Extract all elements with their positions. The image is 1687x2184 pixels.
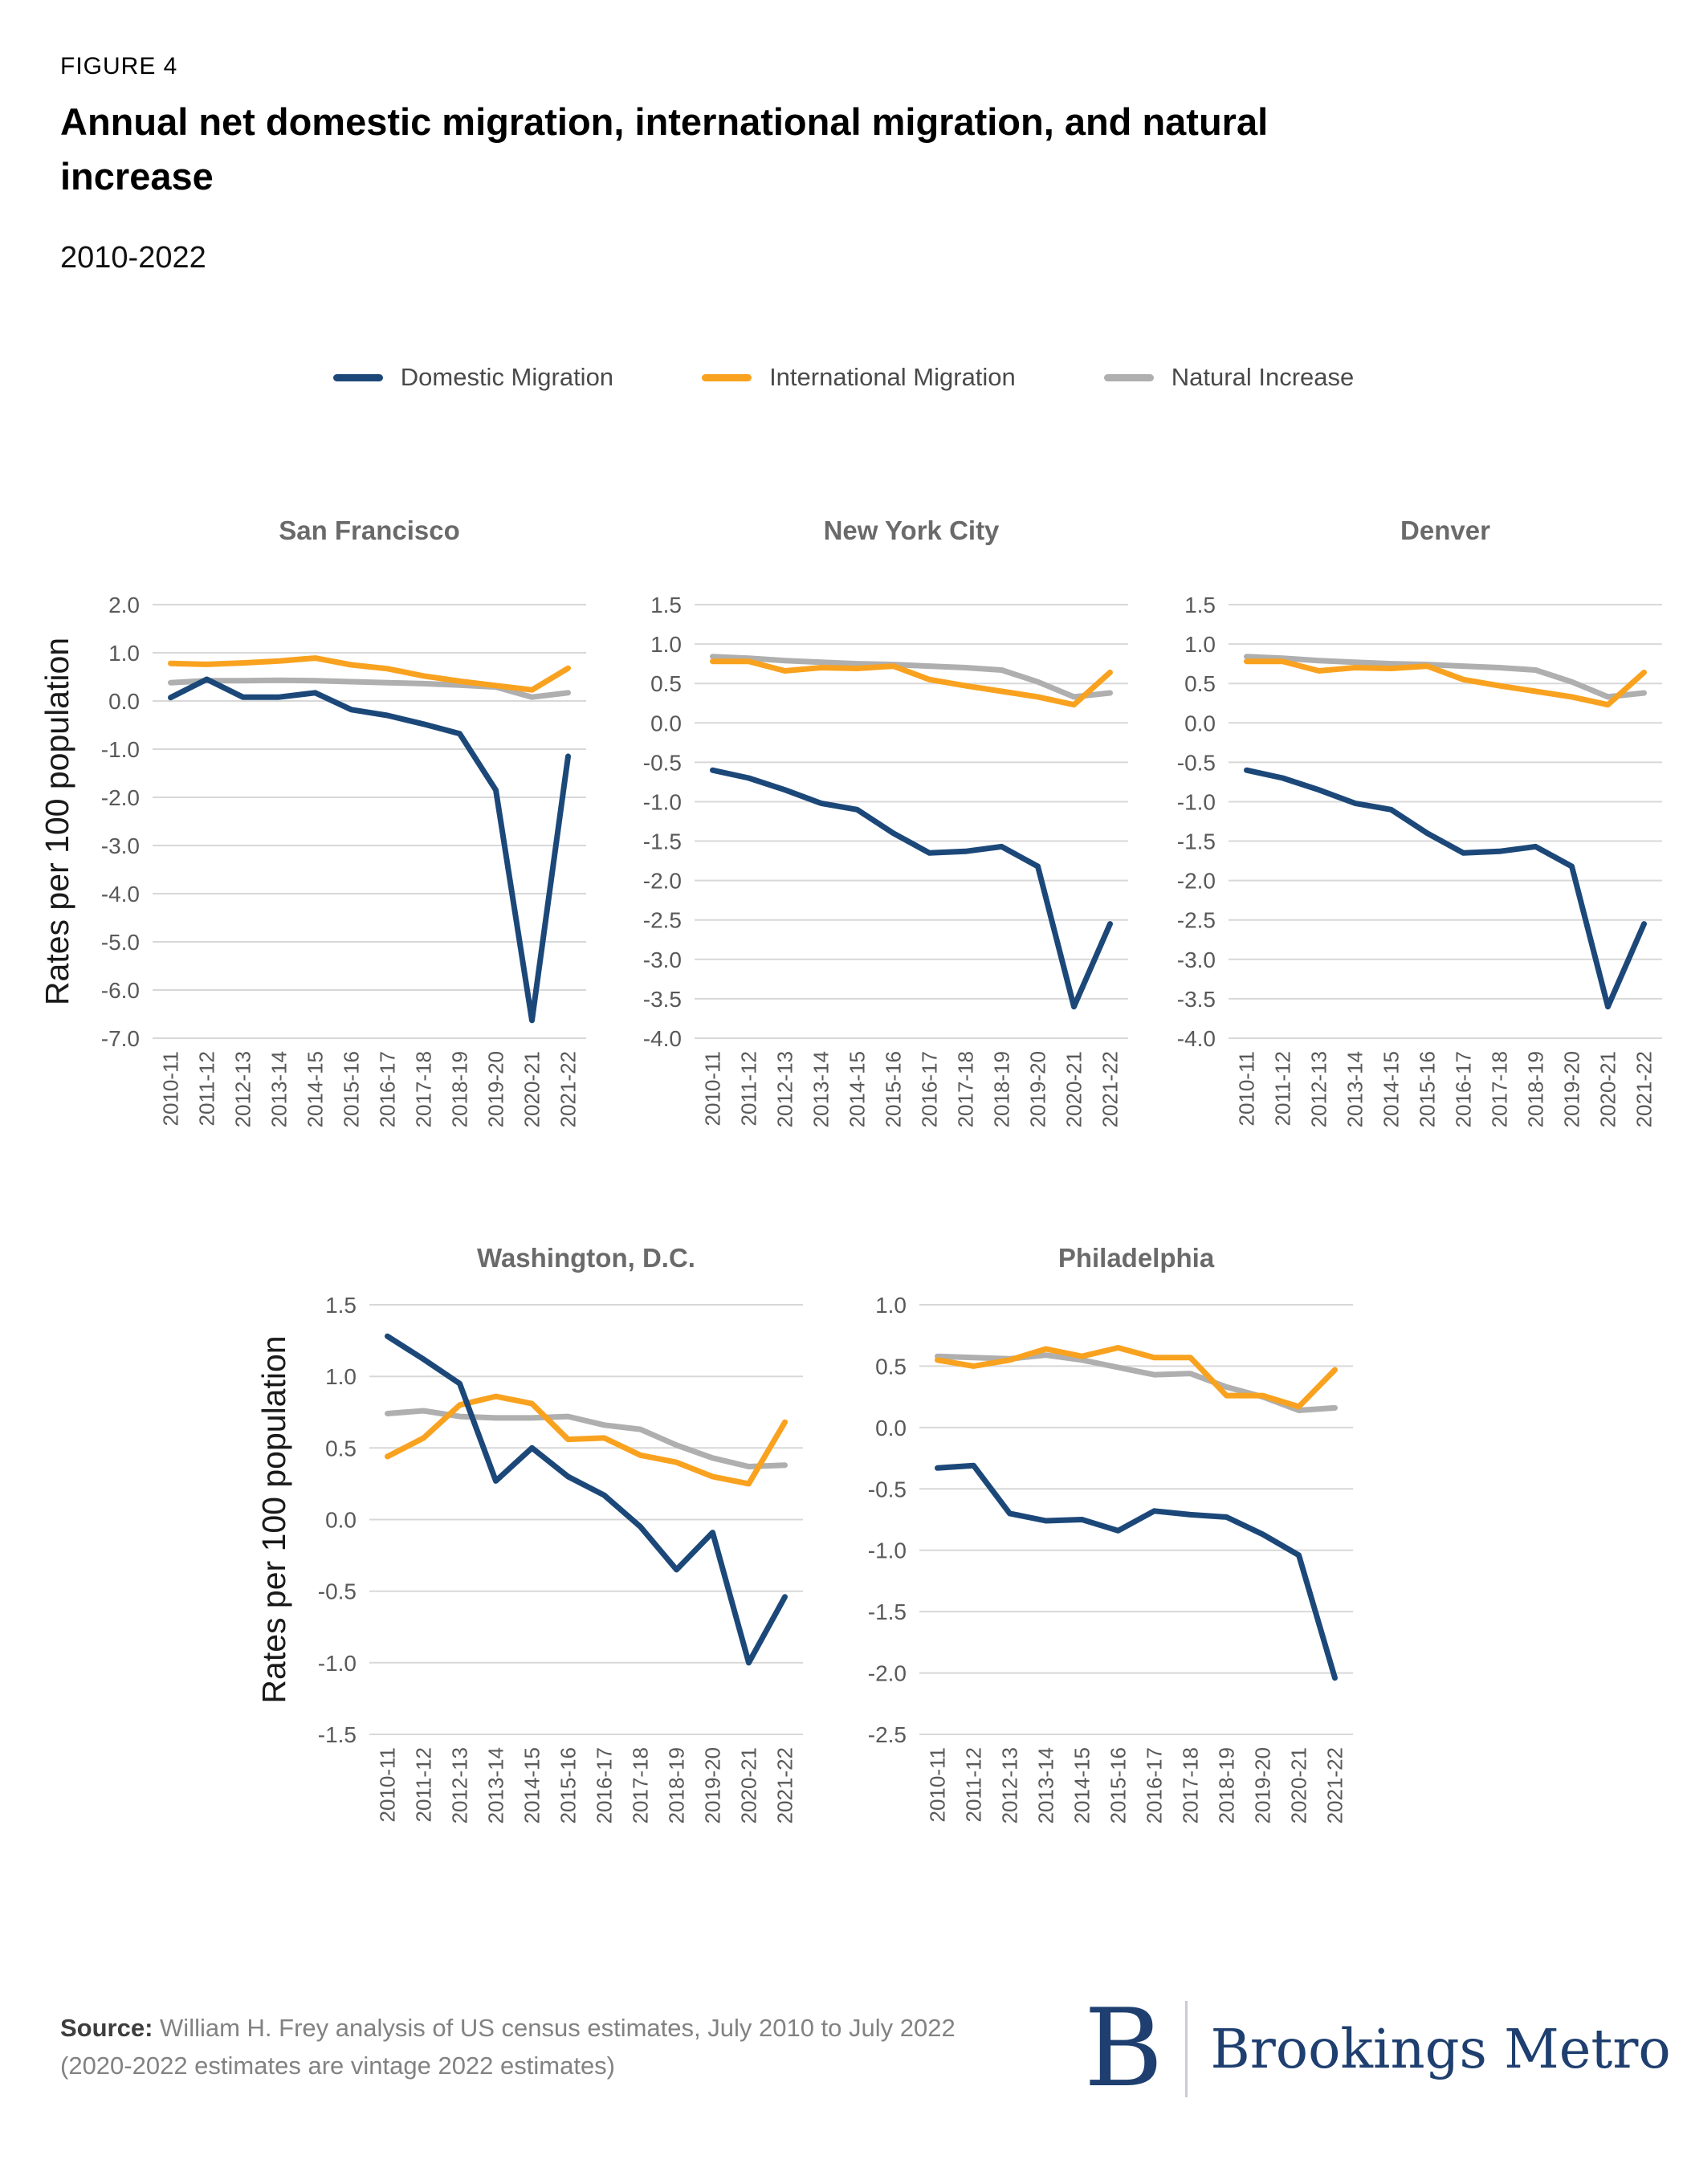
y-tick-label: 2.0 xyxy=(108,593,140,617)
x-tick-label: 2014-15 xyxy=(845,1051,870,1128)
x-tick-label: 2011-12 xyxy=(1270,1051,1295,1127)
figure-label: FIGURE 4 xyxy=(60,53,178,79)
x-tick-label: 2010-11 xyxy=(700,1051,725,1127)
y-tick-label: -1.5 xyxy=(867,1599,907,1625)
x-tick-label: 2021-22 xyxy=(1632,1051,1656,1128)
x-tick-label: 2017-18 xyxy=(953,1051,978,1128)
x-tick-label: 2015-16 xyxy=(881,1051,906,1128)
x-tick-label: 2013-14 xyxy=(1343,1051,1367,1128)
x-tick-label: 2015-16 xyxy=(1415,1051,1440,1128)
x-tick-label: 2017-18 xyxy=(1487,1051,1512,1128)
x-tick-label: 2017-18 xyxy=(1178,1747,1203,1824)
series-line-domestic-migration xyxy=(713,770,1110,1006)
legend-label: International Migration xyxy=(769,363,1016,391)
y-tick-label: -3.5 xyxy=(1176,986,1216,1012)
y-tick-label: 0.5 xyxy=(875,1354,907,1379)
y-tick-label: -3.0 xyxy=(1176,947,1216,972)
chart-san-francisco xyxy=(28,494,598,1200)
domestic-migration-swatch-icon xyxy=(333,374,383,381)
x-tick-label: 2020-21 xyxy=(1595,1051,1620,1128)
series-line-domestic-migration xyxy=(388,1336,785,1663)
y-tick-label: -1.0 xyxy=(867,1538,907,1563)
series-line-international-migration xyxy=(171,658,568,691)
y-tick-label: 1.0 xyxy=(108,641,140,666)
x-tick-label: 2018-19 xyxy=(989,1051,1014,1128)
series-line-natural-increase xyxy=(713,657,1110,697)
y-tick-label: 1.5 xyxy=(325,1293,357,1318)
x-tick-label: 2010-11 xyxy=(925,1747,950,1823)
y-tick-label: 0.0 xyxy=(108,689,140,714)
chart-washington-dc xyxy=(245,1208,815,1915)
x-tick-label: 2013-14 xyxy=(483,1747,508,1824)
y-tick-label: -1.0 xyxy=(317,1650,357,1676)
x-tick-label: 2011-12 xyxy=(961,1747,986,1823)
brookings-metro-logo xyxy=(1084,1986,1671,2111)
y-tick-label: -0.5 xyxy=(867,1477,907,1502)
x-tick-label: 2010-11 xyxy=(375,1747,400,1823)
chart-new-york-city xyxy=(570,494,1140,1200)
y-tick-label: -2.0 xyxy=(100,785,140,810)
x-tick-label: 2017-18 xyxy=(628,1747,653,1824)
x-tick-label: 2015-16 xyxy=(339,1051,364,1128)
x-tick-label: 2021-22 xyxy=(1322,1747,1347,1824)
y-axis-title: Rates per 100 population xyxy=(255,1335,292,1704)
legend-item-natural-increase xyxy=(1104,363,1354,392)
x-tick-label: 2016-17 xyxy=(1451,1051,1476,1128)
x-tick-label: 2018-19 xyxy=(664,1747,689,1824)
x-tick-label: 2013-14 xyxy=(1033,1747,1058,1824)
chart-philadelphia xyxy=(795,1208,1365,1915)
y-tick-label: 0.0 xyxy=(875,1415,907,1440)
x-tick-label: 2014-15 xyxy=(520,1747,544,1824)
y-tick-label: 1.0 xyxy=(650,632,682,658)
y-tick-label: -4.0 xyxy=(642,1026,682,1051)
x-tick-label: 2012-13 xyxy=(1306,1051,1331,1128)
legend-label: Natural Increase xyxy=(1171,363,1355,391)
y-tick-label: -4.0 xyxy=(100,882,140,907)
chart-denver xyxy=(1104,494,1674,1200)
x-tick-label: 2021-22 xyxy=(556,1051,581,1128)
series-line-natural-increase xyxy=(1247,657,1644,697)
y-tick-label: -2.5 xyxy=(642,907,682,933)
x-tick-label: 2020-21 xyxy=(520,1051,544,1128)
x-tick-label: 2021-22 xyxy=(772,1747,797,1824)
logo-text: Brookings Metro xyxy=(1210,2017,1671,2080)
chart-title: Washington, D.C. xyxy=(477,1243,695,1273)
x-tick-label: 2012-13 xyxy=(997,1747,1022,1824)
y-axis-title: Rates per 100 population xyxy=(39,637,75,1006)
series-line-domestic-migration xyxy=(171,679,568,1021)
series-line-domestic-migration xyxy=(1247,770,1644,1006)
x-tick-label: 2020-21 xyxy=(1062,1051,1086,1128)
legend-item-international-migration xyxy=(702,363,1016,392)
x-tick-label: 2011-12 xyxy=(736,1051,761,1127)
x-tick-label: 2019-20 xyxy=(1250,1747,1275,1824)
x-tick-label: 2017-18 xyxy=(411,1051,436,1128)
x-tick-label: 2013-14 xyxy=(809,1051,833,1128)
x-tick-label: 2020-21 xyxy=(736,1747,761,1824)
y-tick-label: -0.5 xyxy=(317,1579,357,1604)
x-tick-label: 2012-13 xyxy=(772,1051,797,1128)
y-tick-label: 1.0 xyxy=(1184,632,1216,658)
y-tick-label: -1.5 xyxy=(642,829,682,854)
x-tick-label: 2016-17 xyxy=(592,1747,617,1824)
legend-label: Domestic Migration xyxy=(400,363,614,391)
x-tick-label: 2012-13 xyxy=(230,1051,255,1128)
y-tick-label: -1.0 xyxy=(1176,789,1216,815)
chart-title: New York City xyxy=(823,515,1000,545)
y-tick-label: -3.0 xyxy=(100,833,140,858)
x-tick-label: 2010-11 xyxy=(158,1051,183,1127)
y-tick-label: 1.0 xyxy=(325,1364,357,1390)
legend-item-domestic-migration xyxy=(333,363,613,392)
x-tick-label: 2018-19 xyxy=(447,1051,472,1128)
y-tick-label: -6.0 xyxy=(100,978,140,1003)
y-tick-label: -3.5 xyxy=(642,986,682,1012)
x-tick-label: 2016-17 xyxy=(1142,1747,1167,1824)
y-tick-label: -3.0 xyxy=(642,947,682,972)
y-tick-label: -1.0 xyxy=(642,789,682,815)
y-tick-label: -0.5 xyxy=(1176,750,1216,776)
source-note xyxy=(60,2009,992,2084)
x-tick-label: 2016-17 xyxy=(375,1051,400,1128)
y-tick-label: -0.5 xyxy=(642,750,682,776)
y-tick-label: -1.5 xyxy=(317,1722,357,1747)
natural-increase-swatch-icon xyxy=(1104,374,1154,381)
x-tick-label: 2014-15 xyxy=(1070,1747,1094,1824)
x-tick-label: 2018-19 xyxy=(1523,1051,1548,1128)
y-tick-label: 1.5 xyxy=(1184,593,1216,617)
source-label: Source: xyxy=(60,2014,153,2042)
y-tick-label: 1.0 xyxy=(875,1293,907,1318)
x-tick-label: 2019-20 xyxy=(700,1747,725,1824)
y-tick-label: -2.5 xyxy=(867,1722,907,1747)
y-tick-label: -2.5 xyxy=(1176,907,1216,933)
series-line-domestic-migration xyxy=(938,1465,1335,1678)
y-tick-label: 0.0 xyxy=(1184,711,1216,736)
x-tick-label: 2011-12 xyxy=(411,1747,436,1823)
legend xyxy=(0,363,1687,392)
x-tick-label: 2019-20 xyxy=(1025,1051,1050,1128)
x-tick-label: 2019-20 xyxy=(483,1051,508,1128)
source-text: William H. Frey analysis of US census estimates, July 2010 to July 2022 (2020-2022 estimates are vintage 2022 estimates) xyxy=(60,2014,956,2080)
x-tick-label: 2019-20 xyxy=(1559,1051,1584,1128)
logo-divider xyxy=(1185,2001,1188,2097)
x-tick-label: 2015-16 xyxy=(556,1747,581,1824)
y-tick-label: -4.0 xyxy=(1176,1026,1216,1051)
y-tick-label: 1.5 xyxy=(650,593,682,617)
brookings-b-icon: B xyxy=(1084,1986,1163,2111)
x-tick-label: 2014-15 xyxy=(303,1051,328,1128)
y-tick-label: 0.5 xyxy=(325,1436,357,1461)
y-tick-label: 0.0 xyxy=(650,711,682,736)
y-tick-label: 0.5 xyxy=(650,671,682,697)
series-line-international-migration xyxy=(388,1396,785,1484)
page-subtitle: 2010-2022 xyxy=(60,241,206,275)
chart-title: Denver xyxy=(1400,515,1490,545)
y-tick-label: 0.0 xyxy=(325,1507,357,1533)
x-tick-label: 2015-16 xyxy=(1106,1747,1131,1824)
y-tick-label: -1.5 xyxy=(1176,829,1216,854)
x-tick-label: 2013-14 xyxy=(267,1051,291,1128)
y-tick-label: -2.0 xyxy=(1176,868,1216,894)
y-tick-label: 0.5 xyxy=(1184,671,1216,697)
chart-title: Philadelphia xyxy=(1057,1243,1215,1273)
y-tick-label: -5.0 xyxy=(100,930,140,955)
y-tick-label: -2.0 xyxy=(867,1660,907,1686)
chart-title: San Francisco xyxy=(279,515,460,545)
international-migration-swatch-icon xyxy=(702,374,752,381)
y-tick-label: -1.0 xyxy=(100,737,140,762)
x-tick-label: 2012-13 xyxy=(447,1747,472,1824)
page-title: Annual net domestic migration, international migration, and natural increase xyxy=(60,100,1269,198)
y-tick-label: -7.0 xyxy=(100,1026,140,1051)
x-tick-label: 2014-15 xyxy=(1379,1051,1404,1128)
y-tick-label: -2.0 xyxy=(642,868,682,894)
x-tick-label: 2010-11 xyxy=(1234,1051,1259,1127)
x-tick-label: 2016-17 xyxy=(917,1051,942,1128)
x-tick-label: 2021-22 xyxy=(1098,1051,1123,1128)
x-tick-label: 2020-21 xyxy=(1286,1747,1311,1824)
x-tick-label: 2018-19 xyxy=(1214,1747,1239,1824)
x-tick-label: 2011-12 xyxy=(194,1051,219,1127)
